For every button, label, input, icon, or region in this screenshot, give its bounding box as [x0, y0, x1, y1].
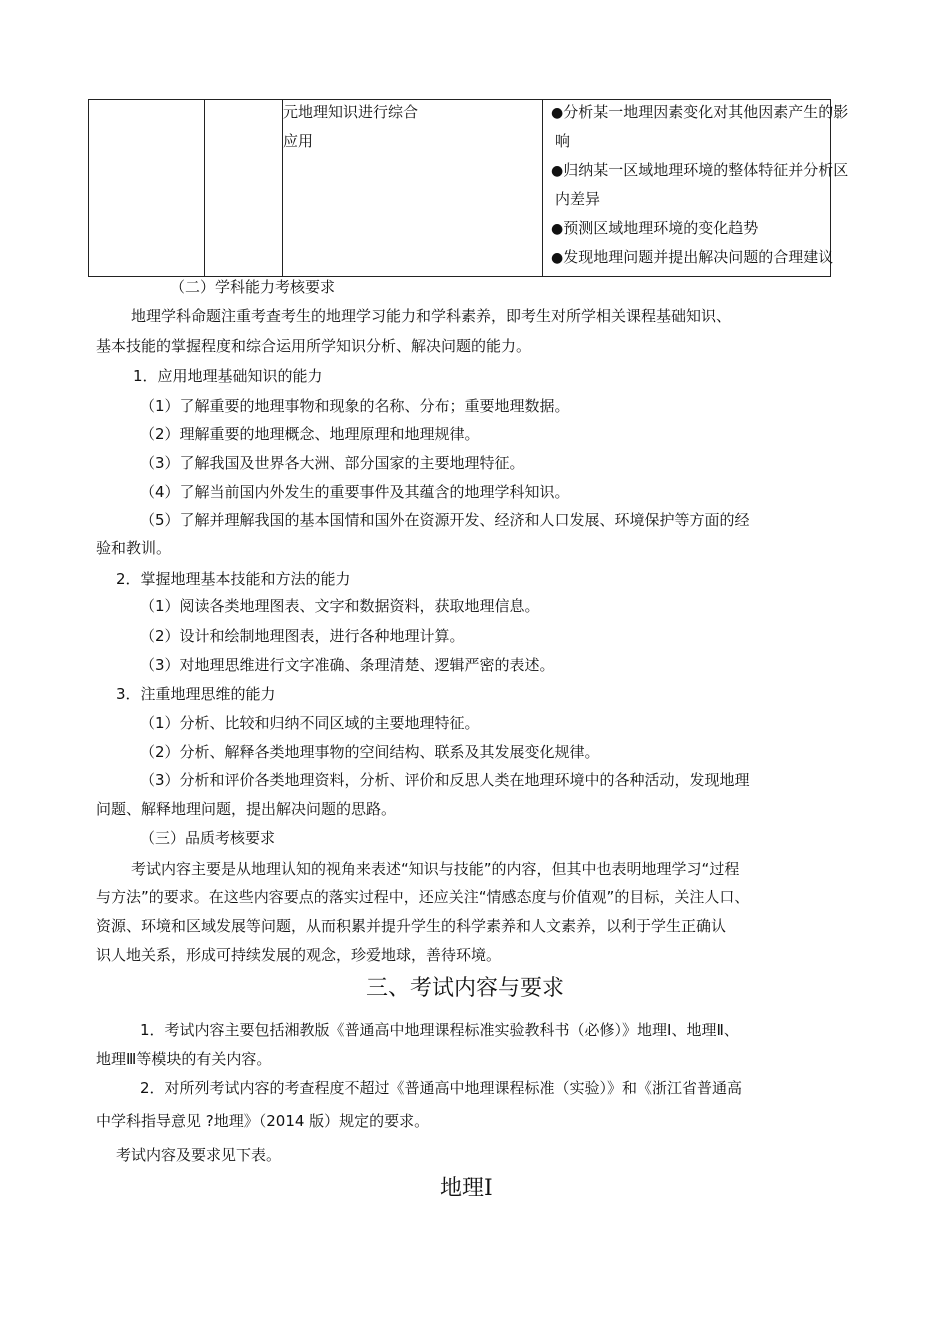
table-cell-text: 元地理知识进行综合 — [283, 103, 419, 121]
paragraph-line: 识人地关系，形成可持续发展的观念，珍爱地球，善待环境。 — [96, 946, 502, 964]
list-item-cont: 问题、解释地理问题，提出解决问题的思路。 — [96, 800, 397, 818]
paragraph-line: 考试内容主要是从地理认知的视角来表述“知识与技能”的内容，但其中也表明地理学习“过程 — [131, 860, 740, 878]
list-item: ●预测区域地理环境的变化趋势 — [551, 219, 759, 237]
list-item: （2）设计和绘制地理图表，进行各种地理计算。 — [140, 627, 465, 645]
table-cell-text: 应用 — [283, 132, 314, 150]
table-cell-empty-1 — [89, 100, 205, 277]
list-item: （1）了解重要的地理事物和现象的名称、分布；重要地理数据。 — [140, 397, 570, 415]
list-item: ●分析某一地理因素变化对其他因素产生的影 — [551, 103, 849, 121]
part-title: 三、考试内容与要求 — [366, 976, 565, 1001]
list-item: ●归纳某一区域地理环境的整体特征并分析区 — [551, 161, 849, 179]
paragraph-line: 中学科指导意见 ?地理》（2014 版）规定的要求。 — [96, 1112, 430, 1130]
paragraph-line: 地理Ⅲ等模块的有关内容。 — [96, 1050, 272, 1068]
list-item: （3）对地理思维进行文字准确、条理清楚、逻辑严密的表述。 — [140, 656, 555, 674]
ability-title: 3．注重地理思维的能力 — [116, 685, 276, 703]
module-subtitle: 地理Ⅰ — [440, 1176, 493, 1201]
bullet-icon: ● — [551, 163, 564, 179]
paragraph-line: 资源、环境和区域发展等问题，从而积累并提升学生的科学素养和人文素养，以利于学生正确认 — [96, 917, 727, 935]
section-heading: （三）品质考核要求 — [140, 829, 276, 847]
list-item: ●发现地理问题并提出解决问题的合理建议 — [551, 248, 834, 266]
list-item: （3）分析和评价各类地理资料，分析、评价和反思人类在地理环境中的各种活动，发现地理 — [140, 771, 750, 789]
bullet-icon: ● — [551, 250, 564, 266]
bullet-icon: ● — [551, 105, 564, 121]
paragraph-line: 基本技能的掌握程度和综合运用所学知识分析、解决问题的能力。 — [96, 337, 532, 355]
paragraph-line: 1．考试内容主要包括湘教版《普通高中地理课程标准实验教科书（必修）》地理Ⅰ、地理Ⅱ、 — [140, 1021, 739, 1039]
list-item: （3）了解我国及世界各大洲、部分国家的主要地理特征。 — [140, 454, 525, 472]
paragraph-line: 考试内容及要求见下表。 — [116, 1146, 282, 1164]
paragraph-line: 与方法”的要求。在这些内容要点的落实过程中，还应关注“情感态度与价值观”的目标，关注人口、 — [96, 888, 750, 906]
section-heading: （二）学科能力考核要求 — [170, 278, 336, 296]
paragraph-line: 地理学科命题注重考查考生的地理学习能力和学科素养，即考生对所学相关课程基础知识、 — [131, 307, 732, 325]
list-item: （4）了解当前国内外发生的重要事件及其蕴含的地理学科知识。 — [140, 483, 570, 501]
list-item-cont: 响 — [555, 132, 571, 150]
list-item: （1）阅读各类地理图表、文字和数据资料，获取地理信息。 — [140, 597, 540, 615]
list-item: （5）了解并理解我国的基本国情和国外在资源开发、经济和人口发展、环境保护等方面的经 — [140, 511, 750, 529]
bullet-icon: ● — [551, 221, 564, 237]
table-cell-requirements — [543, 100, 849, 277]
paragraph-line: 2．对所列考试内容的考查程度不超过《普通高中地理课程标准（实验）》和《浙江省普通高 — [140, 1079, 743, 1097]
list-item-cont: 验和教训。 — [96, 539, 172, 557]
requirements-table-fragment — [88, 99, 849, 277]
table-cell-ability — [283, 100, 543, 277]
list-item-cont: 内差异 — [555, 190, 601, 208]
list-item: （2）理解重要的地理概念、地理原理和地理规律。 — [140, 425, 480, 443]
list-item: （1）分析、比较和归纳不同区域的主要地理特征。 — [140, 714, 480, 732]
table-cell-empty-2 — [205, 100, 283, 277]
ability-title: 1．应用地理基础知识的能力 — [133, 367, 323, 385]
list-item: （2）分析、解释各类地理事物的空间结构、联系及其发展变化规律。 — [140, 743, 600, 761]
ability-title: 2．掌握地理基本技能和方法的能力 — [116, 570, 351, 588]
